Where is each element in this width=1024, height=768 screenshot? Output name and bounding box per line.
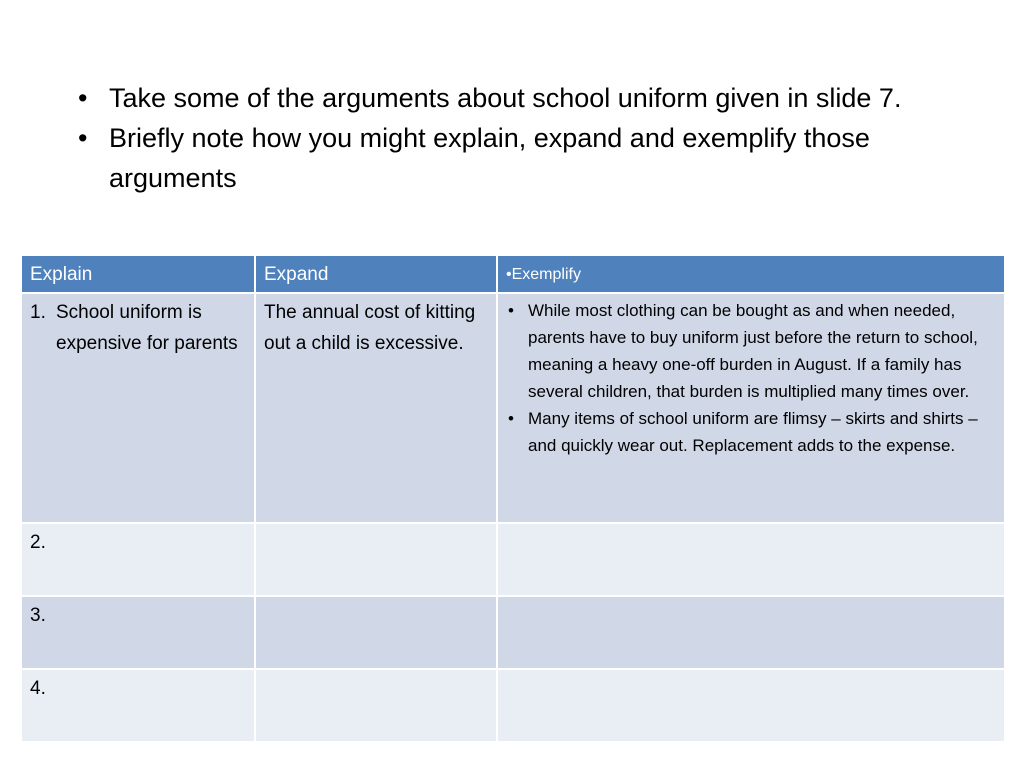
exemplify-cell[interactable] (497, 596, 1005, 669)
bullet-marker: • (78, 123, 88, 153)
instruction-text: Take some of the arguments about school uniform given in slide 7. (109, 83, 902, 113)
instruction-bullet (78, 78, 958, 118)
bullet-marker: • (78, 83, 88, 113)
explain-cell[interactable] (21, 596, 255, 669)
instruction-bullets (78, 78, 958, 198)
exemplify-cell[interactable] (497, 293, 1005, 523)
table-row (21, 596, 1005, 669)
bullet-marker: • (508, 301, 514, 320)
row-number: 3. (30, 605, 46, 626)
instruction-text: Briefly note how you might explain, expand and exemplify those arguments (109, 123, 870, 193)
exemplify-cell[interactable] (497, 523, 1005, 596)
row-number: 2. (30, 532, 46, 553)
row-number: 1. (30, 302, 46, 323)
exemplify-text: While most clothing can be bought as and when needed, parents have to buy uniform just before the return to school, meaning a heavy one-off burden in August. If a family has several children, that burden is multiplied many times over. (528, 301, 978, 401)
expand-cell[interactable] (255, 596, 497, 669)
table-header-row (21, 255, 1005, 293)
arguments-table (20, 254, 1006, 743)
exemplify-list (506, 297, 996, 459)
explain-cell[interactable] (21, 523, 255, 596)
table-row (21, 669, 1005, 742)
exemplify-text: Many items of school uniform are flimsy – skirts and shirts – and quickly wear out. Replacement adds to the expense. (528, 409, 978, 455)
numbered-item (30, 297, 246, 359)
header-expand: Expand (255, 255, 497, 293)
expand-cell[interactable] (255, 523, 497, 596)
header-exemplify: •Exemplify (497, 255, 1005, 293)
expand-cell[interactable] (255, 669, 497, 742)
table-row (21, 523, 1005, 596)
explain-cell[interactable] (21, 669, 255, 742)
exemplify-item (506, 405, 996, 459)
header-explain: Explain (21, 255, 255, 293)
explain-cell[interactable] (21, 293, 255, 523)
explain-text: School uniform is expensive for parents (56, 302, 238, 354)
instruction-bullet (78, 118, 958, 198)
bullet-marker: • (508, 409, 514, 428)
expand-text: The annual cost of kitting out a child is excessive. (264, 302, 476, 354)
table-row (21, 293, 1005, 523)
exemplify-cell[interactable] (497, 669, 1005, 742)
exemplify-item (506, 297, 996, 405)
expand-cell[interactable] (255, 293, 497, 523)
row-number: 4. (30, 678, 46, 699)
